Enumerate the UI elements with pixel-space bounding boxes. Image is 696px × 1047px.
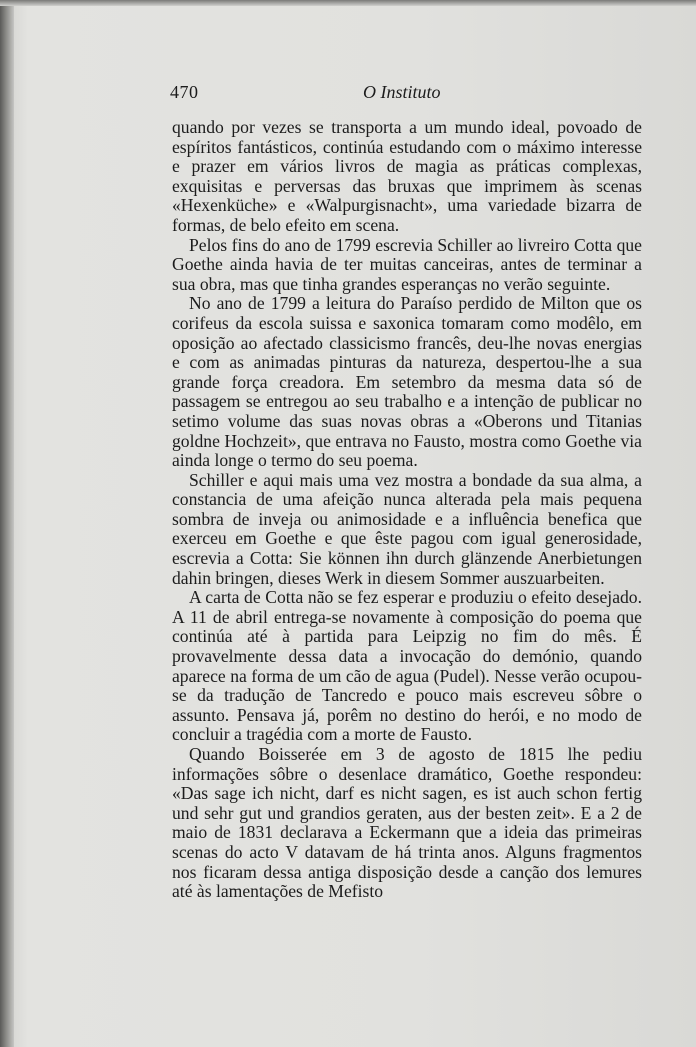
paragraph-continuation: quando por vezes se transporta a um mundo ideal, povoado de espíritos fantásticos, continúa estudando com o máximo interesse e prazer em vários livros de magia as práticas complexas, exquisitas e perversas das bruxas que imprimem às scenas «Hexenküche» e «Walpurgisnacht», uma variedade bizarra de formas, de belo efeito em scena. [172, 117, 642, 235]
page-number: 470 [170, 82, 199, 102]
paragraph: Pelos fins do ano de 1799 escrevia Schiller ao livreiro Cotta que Goethe ainda havia de ter muitas canceiras, antes de terminar a sua obra, mas que tinha grandes esperanças no verão seguinte. [172, 234, 642, 294]
paragraph: Schiller e aqui mais uma vez mostra a bondade da sua alma, a constancia de uma afeição nunca alterada pela mais pequena sombra de inveja ou animosidade e a influência benefica que exerceu em Goethe e que êste pagou com igual generosidade, escrevia a Cotta: Sie können ihn durch glänzende Anerbietungen dahin bringen, dieses Werk in diesem Sommer auszuarbeiten. [172, 469, 642, 588]
paragraph: Quando Boisserée em 3 de agosto de 1815 lhe pediu informações sôbre o desenlace dramático, Goethe respondeu: «Das sage ich nicht, darf es nicht sagen, es ist auch schon fertig und sehr gut und grandios geraten, aus der besten zeit». E a 2 de maio de 1831 declarava a Eckermann que a ideia das primeiras scenas do acto V datavam de há trinta anos. Alguns fragmentos nos ficaram dessa antiga disposição desde a canção dos lemures até às lamentações de Mefisto [172, 744, 642, 902]
binding-shadow [0, 0, 14, 1047]
page-header [170, 82, 640, 108]
body-text [172, 118, 642, 902]
page-top-edge [0, 0, 696, 6]
paragraph: A carta de Cotta não se fez esperar e produziu o efeito desejado. A 11 de abril entrega-se novamente à composição do poema que continúa até à partida para Leipzig no fim do mês. É provavelmente dessa data a invocação do demónio, quando aparece na forma de um cão de agua (Pudel). Nesse verão ocupou-se da tradução de Tancredo e pouco mais escreveu sôbre o assunto. Pensava já, porêm no destino do herói, e no modo de concluir a tragédia com a morte de Fausto. [172, 587, 642, 745]
paragraph: No ano de 1799 a leitura do Paraíso perdido de Milton que os corifeus da escola suissa e saxonica tomaram como modêlo, em oposição ao afectado classicismo francês, deu-lhe novas energias e com as animadas pinturas da natureza, despertou-lhe a sua grande força creadora. Em setembro da mesma data só de passagem se entregou ao seu trabalho e a intenção de publicar no setimo volume das suas novas obras a «Oberons und Titanias goldne Hochzeit», que entrava no Fausto, mostra como Goethe via ainda longe o termo do seu poema. [172, 293, 642, 471]
running-title: O Instituto [363, 82, 441, 102]
